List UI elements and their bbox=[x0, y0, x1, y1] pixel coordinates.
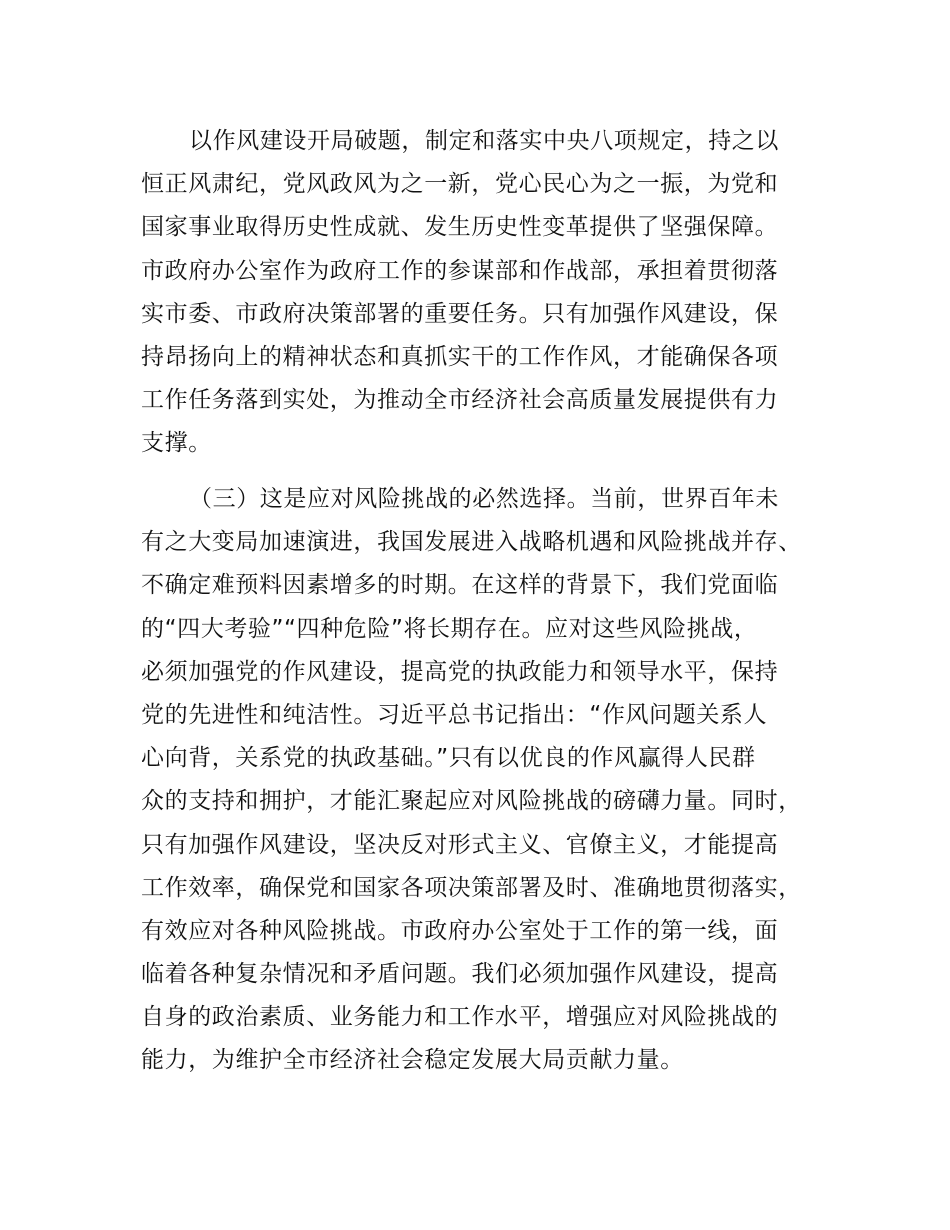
text-line: 有效应对各种风险挑战。市政府办公室处于工作的第一线，面 bbox=[141, 917, 779, 944]
text-line: （三）这是应对风险挑战的必然选择。当前，世界百年未 bbox=[189, 486, 779, 512]
text-line: 不确定难预料因素增多的时期。在这样的背景下，我们党面临 bbox=[141, 572, 779, 599]
paragraph-work-style bbox=[141, 120, 831, 466]
text-line: 实市委、市政府决策部署的重要任务。只有加强作风建设，保 bbox=[141, 300, 779, 327]
text-line: 自身的政治素质、业务能力和工作水平，增强应对风险挑战的 bbox=[141, 1004, 779, 1031]
text-line: 心向背，关系党的执政基础。”只有以优良的作风赢得人民群 bbox=[141, 745, 756, 772]
text-line: 有之大变局加速演进，我国发展进入战略机遇和风险挑战并存、 bbox=[141, 529, 802, 556]
text-line: 工作任务落到实处，为推动全市经济社会高质量发展提供有力 bbox=[141, 387, 779, 414]
text-line: 市政府办公室作为政府工作的参谋部和作战部，承担着贯彻落 bbox=[141, 257, 779, 284]
paragraph-risk-challenges bbox=[141, 478, 831, 1083]
text-line: 工作效率，确保党和国家各项决策部署及时、准确地贯彻落实， bbox=[141, 874, 802, 901]
text-line: 持昂扬向上的精神状态和真抓实干的工作作风，才能确保各项 bbox=[141, 343, 779, 370]
text-line: 的“四大考验”“四种危险”将长期存在。应对这些风险挑战， bbox=[141, 615, 758, 642]
text-line: 众的支持和拥护，才能汇聚起应对风险挑战的磅礴力量。同时， bbox=[141, 788, 802, 815]
text-line: 支撑。 bbox=[141, 430, 212, 457]
text-line: 能力，为维护全市经济社会稳定发展大局贡献力量。 bbox=[141, 1047, 684, 1074]
text-line: 只有加强作风建设，坚决反对形式主义、官僚主义，才能提高 bbox=[141, 831, 779, 858]
text-line: 国家事业取得历史性成就、发生历史性变革提供了坚强保障。 bbox=[141, 214, 779, 241]
text-line: 临着各种复杂情况和矛盾问题。我们必须加强作风建设，提高 bbox=[141, 961, 779, 988]
text-line: 恒正风肃纪，党风政风为之一新，党心民心为之一振，为党和 bbox=[141, 171, 779, 198]
text-line: 必须加强党的作风建设，提高党的执政能力和领导水平，保持 bbox=[141, 658, 779, 685]
text-line: 党的先进性和纯洁性。习近平总书记指出：“作风问题关系人 bbox=[141, 701, 768, 728]
text-line: 以作风建设开局破题，制定和落实中央八项规定，持之以 bbox=[189, 128, 779, 154]
